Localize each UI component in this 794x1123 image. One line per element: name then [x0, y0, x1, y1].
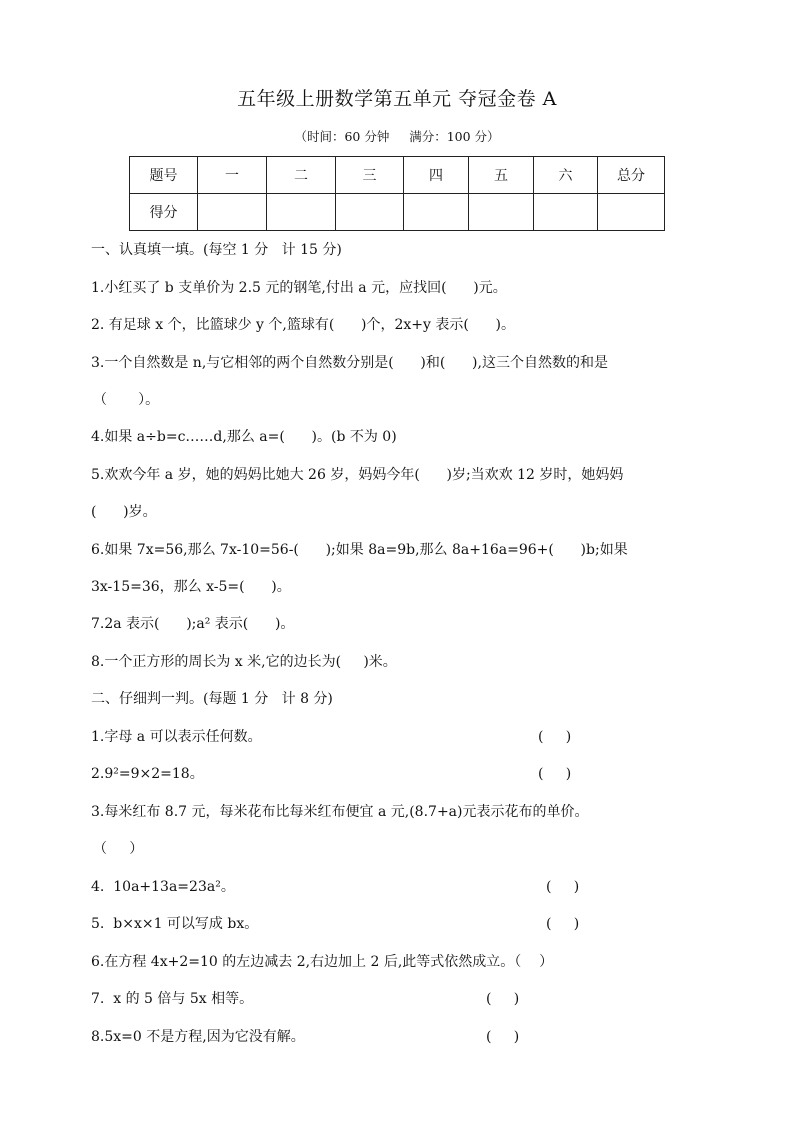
question-line: 3.每米红布 8.7 元，每米花布比每米红布便宜 a 元,(8.7+a)元表示花布的单价。 — [91, 804, 589, 820]
score-cell[interactable] — [336, 194, 404, 231]
score-header-cell: 题号 — [130, 157, 198, 194]
answer-parentheses[interactable]: ( ) — [486, 991, 520, 1007]
score-table — [129, 156, 665, 231]
question-line: 5. b×x×1 可以写成 bx。 — [91, 916, 259, 932]
score-header-cell: 六 — [534, 157, 598, 194]
question-line: 1.小红买了 b 支单价为 2.5 元的钢笔,付出 a 元，应找回( )元。 — [91, 280, 507, 296]
score-table-header-row — [130, 157, 665, 194]
score-cell[interactable] — [198, 194, 267, 231]
score-cell[interactable] — [469, 194, 534, 231]
section-heading-judge: 二、仔细判一判。(每题 1 分 计 8 分) — [91, 691, 333, 707]
question-line: 1.字母 a 可以表示任何数。 — [91, 729, 262, 745]
answer-parentheses[interactable]: ( ) — [538, 729, 572, 745]
question-line: 4. 10a+13a=23a²。 — [91, 879, 235, 895]
question-line: （ ）。 — [93, 392, 160, 408]
exam-info: （时间：60 分钟 满分：100 分） — [294, 129, 500, 144]
page-title: 五年级上册数学第五单元 夺冠金卷 A — [237, 88, 557, 110]
question-line: 6.在方程 4x+2=10 的左边减去 2,右边加上 2 后,此等式依然成立。（ ） — [91, 954, 554, 970]
answer-parentheses[interactable]: ( ) — [546, 879, 580, 895]
question-line: 4.如果 a÷b=c……d,那么 a=( )。(b 不为 0) — [91, 429, 397, 445]
score-header-cell: 五 — [469, 157, 534, 194]
score-table-score-row — [130, 194, 665, 231]
score-header-cell: 二 — [267, 157, 336, 194]
section-heading-fill-in: 一、认真填一填。(每空 1 分 计 15 分) — [91, 242, 342, 258]
question-line: 7.2a 表示( );a² 表示( )。 — [91, 616, 295, 632]
question-line: 5.欢欢今年 a 岁，她的妈妈比她大 26 岁，妈妈今年( )岁;当欢欢 12 岁时，她妈妈 — [91, 467, 624, 483]
answer-parentheses[interactable]: ( ) — [486, 1029, 520, 1045]
score-cell[interactable] — [534, 194, 598, 231]
answer-parentheses[interactable]: ( ) — [538, 766, 572, 782]
score-header-cell: 总分 — [598, 157, 665, 194]
answer-parentheses[interactable]: （ ） — [93, 841, 144, 857]
score-header-cell: 一 — [198, 157, 267, 194]
question-line: 2.9²=9×2=18。 — [91, 766, 204, 782]
question-line: 3x-15=36，那么 x-5=( )。 — [91, 579, 291, 595]
question-line: 6.如果 7x=56,那么 7x-10=56-( );如果 8a=9b,那么 8a+16a=96+( )b;如果 — [91, 542, 628, 558]
question-line: 2. 有足球 x 个，比篮球少 y 个,篮球有( )个，2x+y 表示( )。 — [91, 317, 516, 333]
score-row-label: 得分 — [130, 194, 198, 231]
score-header-cell: 三 — [336, 157, 404, 194]
answer-parentheses[interactable]: ( ) — [546, 916, 580, 932]
score-cell[interactable] — [404, 194, 469, 231]
question-line: 8.5x=0 不是方程,因为它没有解。 — [91, 1029, 305, 1045]
score-cell[interactable] — [267, 194, 336, 231]
score-header-cell: 四 — [404, 157, 469, 194]
question-line: 3.一个自然数是 n,与它相邻的两个自然数分别是( )和( ),这三个自然数的和是 — [91, 355, 608, 371]
question-line: ( )岁。 — [91, 504, 157, 520]
question-line: 8.一个正方形的周长为 x 米,它的边长为( )米。 — [91, 654, 397, 670]
question-line: 7. x 的 5 倍与 5x 相等。 — [91, 991, 254, 1007]
score-cell[interactable] — [598, 194, 665, 231]
